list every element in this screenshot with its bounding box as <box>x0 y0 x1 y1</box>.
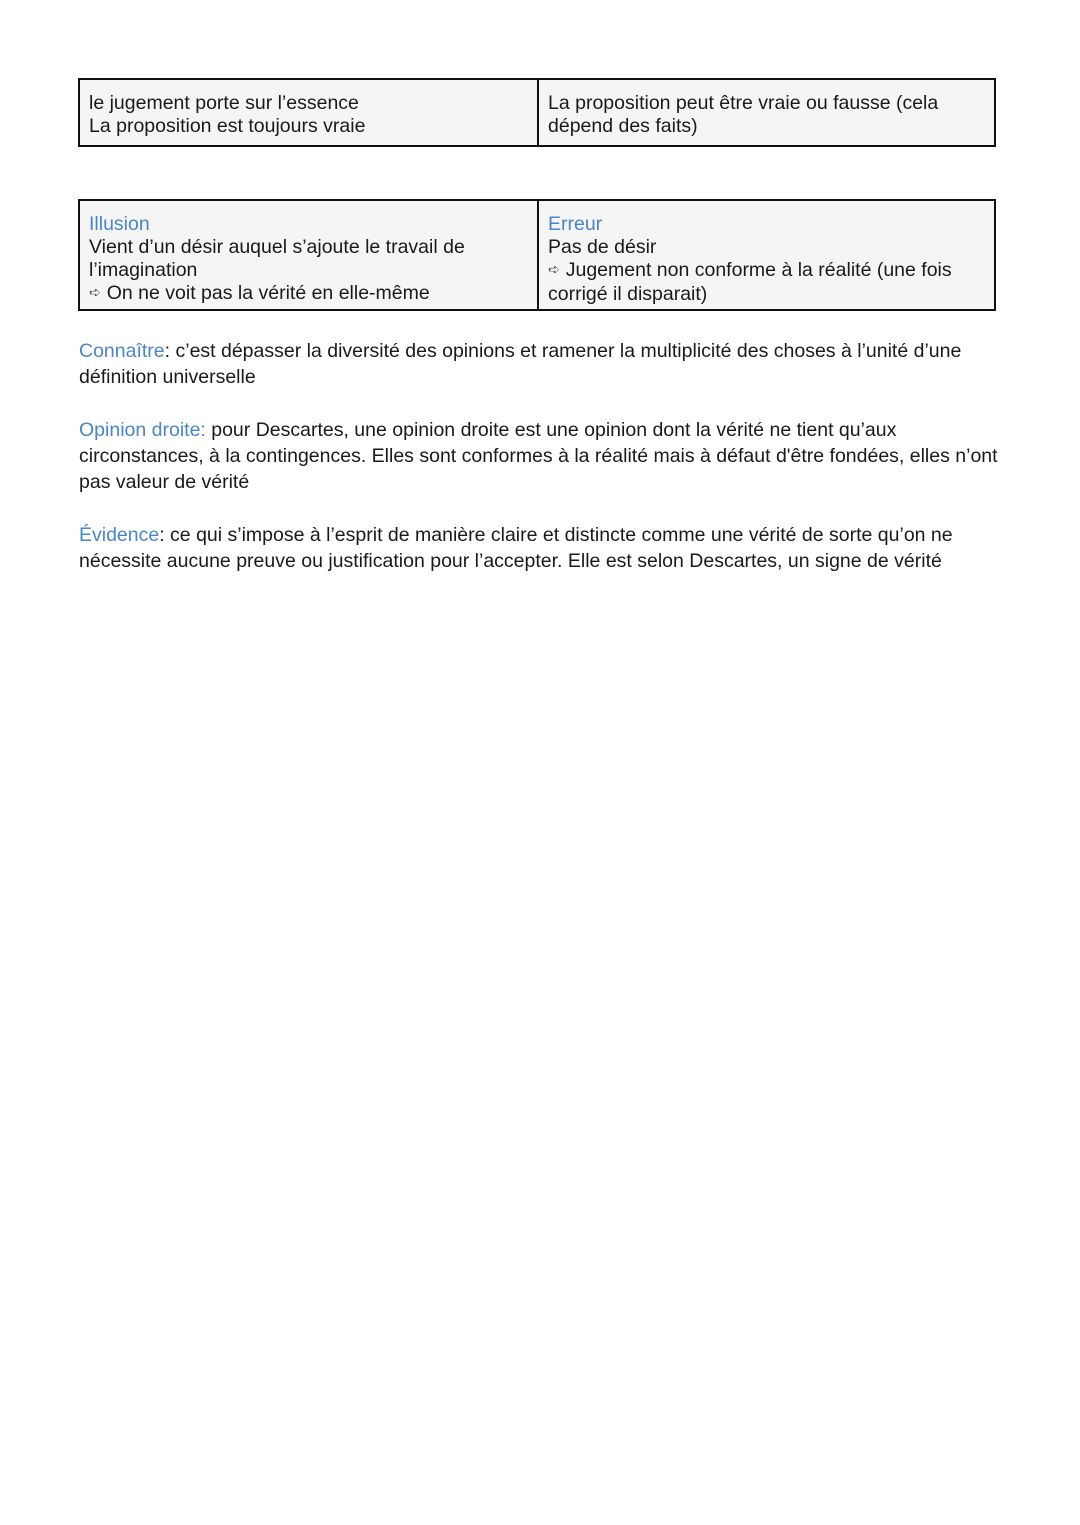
comparison-table-2 <box>78 199 996 311</box>
table1-left-cell <box>80 80 537 145</box>
illusion-line-1: Vient d’un désir auquel s’ajoute le travail de <box>89 236 465 258</box>
erreur-line-1: Pas de désir <box>548 236 657 258</box>
illusion-arrow-line <box>89 282 528 306</box>
erreur-title: Erreur <box>548 213 603 235</box>
definition-opinion-droite <box>79 417 1009 495</box>
erreur-line-3: corrigé il disparait) <box>548 283 708 305</box>
definition-connaitre <box>79 338 1009 390</box>
definition-separator: : <box>159 524 165 546</box>
definition-term: Connaître <box>79 340 165 362</box>
definition-term: Opinion droite: <box>79 419 206 441</box>
illusion-line-2: l’imagination <box>89 259 198 281</box>
table1-left-line-2: La proposition est toujours vraie <box>89 115 366 137</box>
comparison-table-1 <box>78 78 996 147</box>
erreur-arrow-text: Jugement non conforme à la réalité (une fois <box>565 259 952 281</box>
definition-term: Évidence <box>79 524 160 546</box>
definition-text: c’est dépasser la diversité des opinions et ramener la multiplicité des choses à l’unité d’une définition universelle <box>79 340 962 388</box>
illusion-arrow-text: On ne voit pas la vérité en elle-même <box>106 282 430 304</box>
illusion-cell <box>80 201 537 309</box>
erreur-arrow-line <box>548 259 985 283</box>
table1-left-line-1: le jugement porte sur l’essence <box>89 92 359 114</box>
definition-text: pour Descartes, une opinion droite est une opinion dont la vérité ne tient qu’aux circonstances, à la contingences. Elles sont conformes à la réalité mais à défaut d'être fondées, elles n’ont pas valeur de vérité <box>79 419 998 493</box>
definition-evidence <box>79 522 1009 574</box>
arrow-icon: ➪ <box>548 261 560 277</box>
table1-right-cell <box>537 80 994 145</box>
table1-right-line-1: La proposition peut être vraie ou fausse (cela <box>548 92 939 114</box>
table1-right-line-2: dépend des faits) <box>548 115 698 137</box>
arrow-icon: ➪ <box>89 284 101 300</box>
definition-text: ce qui s’impose à l’esprit de manière claire et distincte comme une vérité de sorte qu’on ne nécessite aucune preuve ou justification pour l’accepter. Elle est selon Descartes, un signe de vérité <box>79 524 953 572</box>
illusion-title: Illusion <box>89 213 150 235</box>
definition-separator: : <box>164 340 171 362</box>
erreur-cell <box>537 201 994 309</box>
